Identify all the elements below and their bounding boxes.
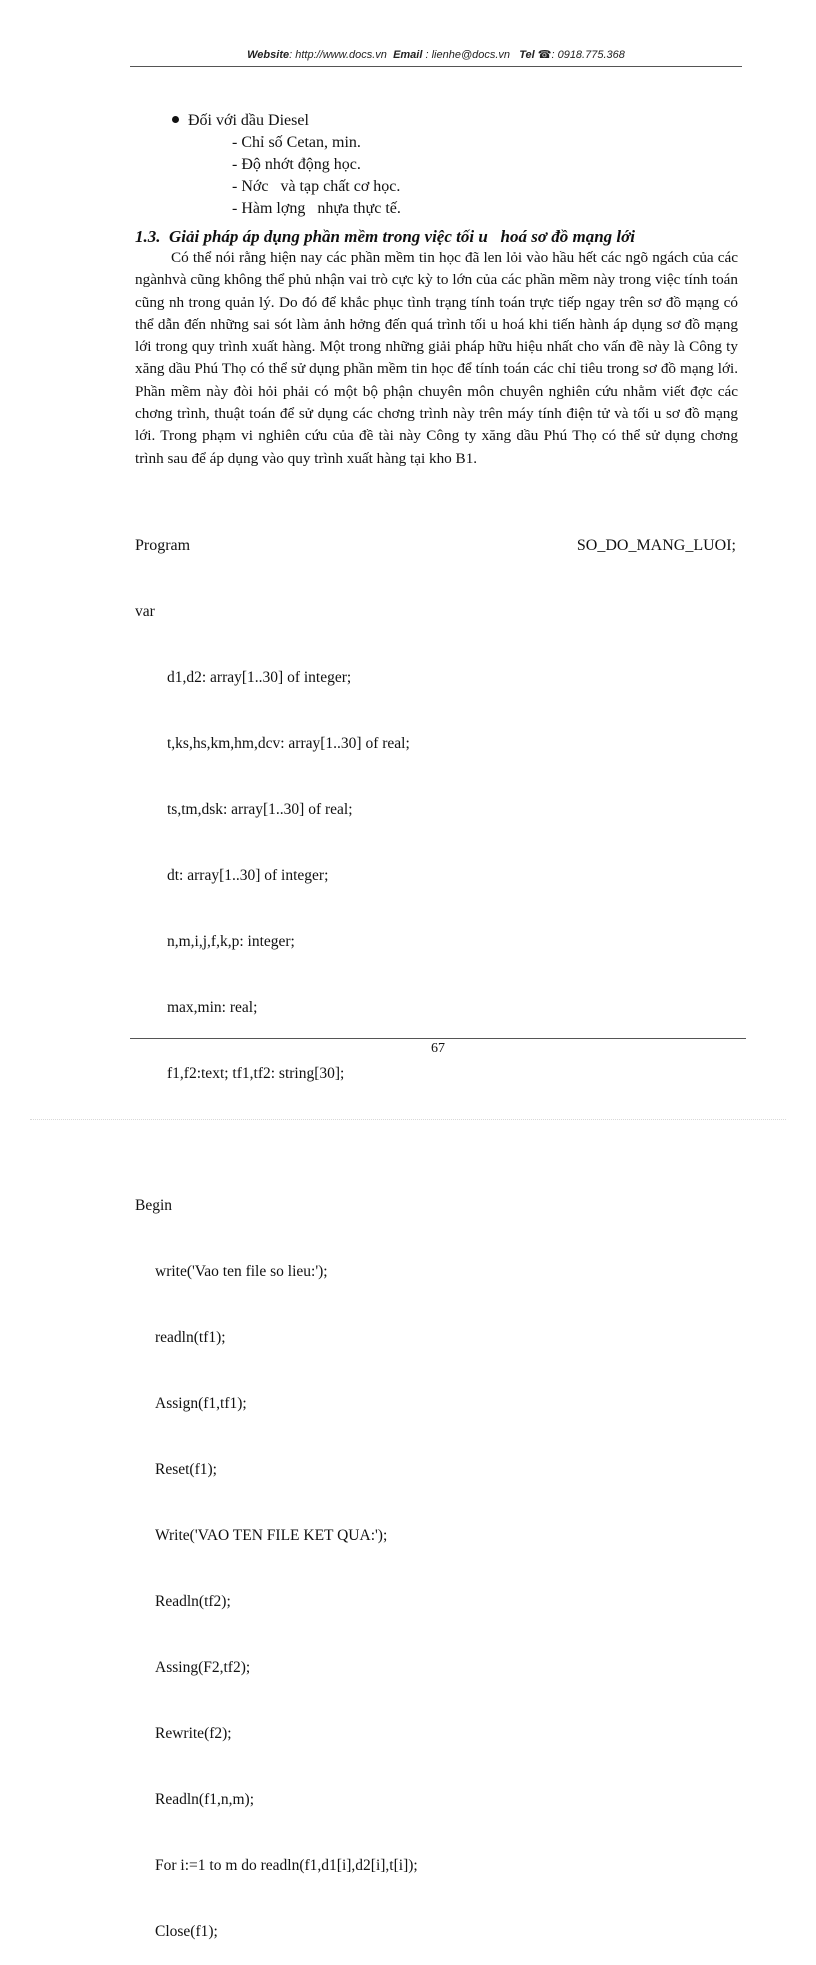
code-line: Write('VAO TEN FILE KET QUA:'); (155, 1527, 388, 1544)
code-line: write('Vao ten file so lieu:'); (155, 1263, 328, 1280)
sub-list-item: - Nớc và tạp chất cơ học. (232, 178, 401, 195)
bullet-dot-icon (172, 116, 179, 123)
sub-list (232, 132, 401, 220)
code-line: Readln(f1,n,m); (155, 1791, 255, 1808)
code-line: dt: array[1..30] of integer; (167, 867, 329, 884)
program-keyword: Program (135, 537, 191, 554)
page-header (130, 48, 742, 61)
code-line: n,m,i,j,f,k,p: integer; (167, 933, 295, 950)
code-line: t,ks,hs,km,hm,dcv: array[1..30] of real; (167, 735, 410, 752)
body-paragraph: Có thể nói rằng hiện nay các phần mềm tin học đã len lỏi vào hầu hết các ngõ ngách của các ngànhvà cũng không thể phủ nhận vai trò cực kỳ to lớn của các phần mềm này trong việc tính toán cũng nh trong quản lý. Do đó để khắc phục tình trạng tính toán trực tiếp ngay trên sơ đồ mạng có thể dẫn đến những sai sót làm ảnh hởng đến quá trình tối u hoá khi tiến hành áp dụng sơ đồ mạng lới trong quy trình xuất hàng. Một trong những giải pháp hữu hiệu nhất cho vấn đề này là Công ty xăng dầu Phú Thọ có thể sử dụng phần mềm tin học để tính toán các chỉ tiêu trong sơ đồ mạng lới. Phần mềm này đòi hỏi phải có một bộ phận chuyên môn chuyên nghiên cứu nhằm viết đợc các chơng trình, thuật toán để sử dụng các chơng trình này trên máy tính điện tử và tối u sơ đồ mạng lới. Trong phạm vi nghiên cứu của đề tài này Công ty xăng dầu Phú Thọ có thể sử dụng chơng trình sau để áp dụng vào quy trình xuất hàng tại kho B1. (135, 249, 738, 467)
sub-list-item: - Chỉ số Cetan, min. (232, 134, 361, 151)
page-number: 67 (431, 1041, 445, 1056)
section-title: 1.3. Giải pháp áp dụng phần mềm trong việc tối u hoá sơ đồ mạng lới (135, 227, 635, 246)
program-declaration (135, 535, 736, 557)
code-line: Rewrite(f2); (155, 1725, 232, 1742)
code-line: max,min: real; (167, 999, 258, 1016)
code-line: Close(f1); (155, 1923, 218, 1940)
code-line: Reset(f1); (155, 1461, 217, 1478)
code-line (135, 1129, 695, 1151)
code-line: readln(tf1); (155, 1329, 226, 1346)
header-divider (130, 66, 742, 67)
bullet-label: Đối với dầu Diesel (188, 112, 309, 129)
code-line: f1,f2:text; tf1,tf2: string[30]; (167, 1065, 345, 1082)
code-line: ts,tm,dsk: array[1..30] of real; (167, 801, 353, 818)
website-label: Website (247, 49, 290, 61)
sub-list-item: - Hàm lợng nhựa thực tế. (232, 200, 401, 217)
program-name: SO_DO_MANG_LUOI; (576, 537, 736, 554)
code-line: For i:=1 to m do readln(f1,d1[i],d2[i],t[i]); (155, 1857, 418, 1874)
email-value: : lienhe@docs.vn (425, 49, 511, 61)
website-value: : http://www.docs.vn (289, 49, 387, 61)
code-block (135, 557, 695, 1965)
phone-icon: ☎ (537, 49, 552, 61)
email-label: Email (393, 49, 423, 61)
code-line: Assign(f1,tf1); (155, 1395, 247, 1412)
code-line: Begin (135, 1197, 173, 1214)
tel-value: : 0918.775.368 (551, 49, 625, 61)
bullet-item (172, 110, 309, 132)
code-line: var (135, 603, 155, 620)
code-line: Assing(F2,tf2); (155, 1659, 251, 1676)
code-line: Readln(tf2); (155, 1593, 231, 1610)
page-edge-divider (30, 1119, 786, 1120)
tel-label: Tel (519, 49, 535, 61)
code-line: d1,d2: array[1..30] of integer; (167, 669, 352, 686)
sub-list-item: - Độ nhớt động học. (232, 156, 361, 173)
footer-divider (130, 1038, 746, 1039)
